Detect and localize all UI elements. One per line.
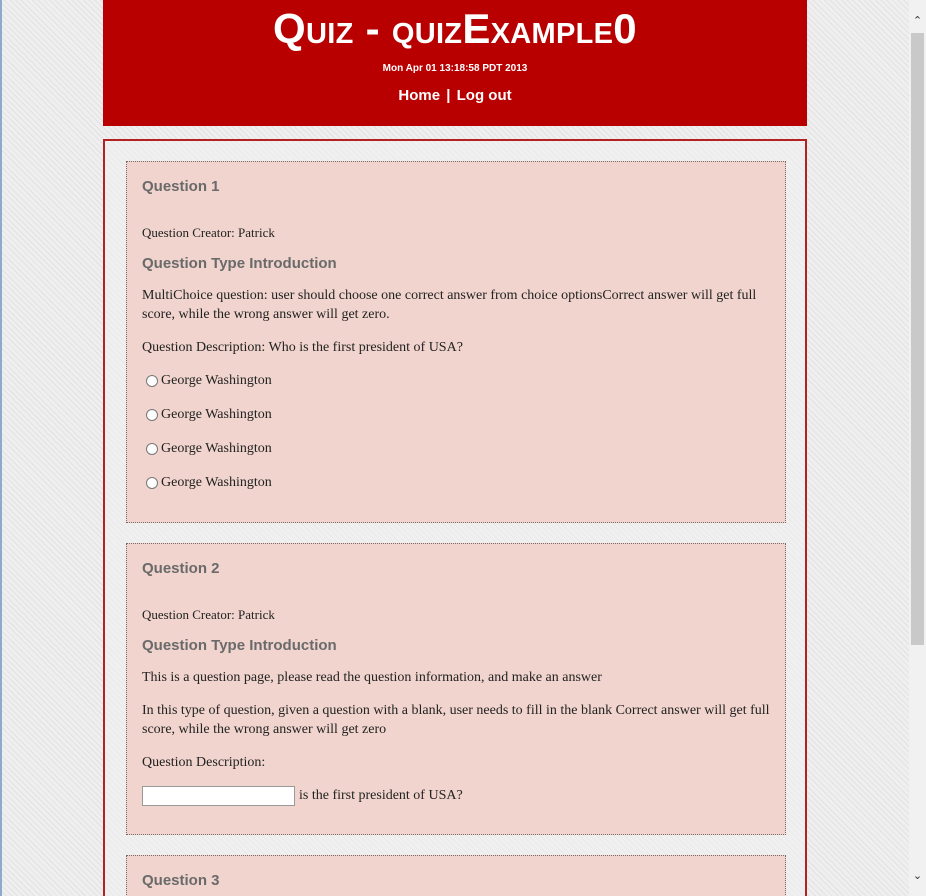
radio-button[interactable] (146, 477, 158, 489)
question-description: Question Description: (142, 755, 266, 770)
option-label: George Washington (161, 475, 272, 490)
answer-option[interactable] (142, 439, 770, 459)
answer-option[interactable] (142, 405, 770, 425)
question-card (126, 543, 786, 835)
question-description: Question Description: Who is the first president of USA? (142, 340, 463, 355)
question-creator: Question Creator: Patrick (142, 225, 275, 240)
option-label: George Washington (161, 407, 272, 422)
scrollbar-thumb[interactable] (911, 33, 924, 645)
chevron-up-icon[interactable]: ⌃ (912, 14, 923, 27)
answer-option[interactable] (142, 371, 770, 391)
answer-option[interactable] (142, 473, 770, 493)
fill-in-blank-row (142, 786, 770, 806)
question-type-intro: MultiChoice question: user should choose one correct answer from choice optionsCorrect answer will get full score, while the wrong answer will get zero. (142, 288, 757, 322)
site-header (103, 0, 807, 126)
page-title: Quiz - quizExample0 (273, 5, 637, 52)
radio-button[interactable] (146, 375, 158, 387)
blank-suffix-text: is the first president of USA? (299, 788, 463, 803)
question-page-intro: This is a question page, please read the question information, and make an answer (142, 670, 602, 685)
page-container (103, 0, 807, 889)
timestamp: Mon Apr 01 13:18:58 PDT 2013 (382, 63, 528, 74)
vertical-scrollbar[interactable] (909, 0, 926, 896)
home-link[interactable]: Home (398, 87, 441, 104)
top-nav (103, 87, 807, 104)
option-label: George Washington (161, 441, 272, 456)
blank-answer-input[interactable] (142, 786, 295, 806)
question-creator: Question Creator: Patrick (142, 607, 275, 622)
option-label: George Washington (161, 373, 272, 388)
question-title: Question 2 (142, 560, 220, 577)
question-type-intro: In this type of question, given a question with a blank, user needs to fill in the blank Correct answer will get full score, while the wrong answer will get zero (142, 703, 770, 737)
quiz-content (103, 139, 807, 896)
logout-link[interactable]: Log out (456, 87, 512, 104)
question-title: Question 3 (142, 872, 220, 889)
radio-button[interactable] (146, 409, 158, 421)
radio-button[interactable] (146, 443, 158, 455)
question-title: Question 1 (142, 178, 220, 195)
chevron-down-icon[interactable]: ⌄ (912, 869, 923, 882)
nav-separator: | (446, 87, 451, 104)
question-card (126, 855, 786, 896)
question-type-heading: Question Type Introduction (142, 637, 337, 654)
window-border (0, 0, 2, 896)
question-card (126, 161, 786, 523)
question-type-heading: Question Type Introduction (142, 255, 337, 272)
